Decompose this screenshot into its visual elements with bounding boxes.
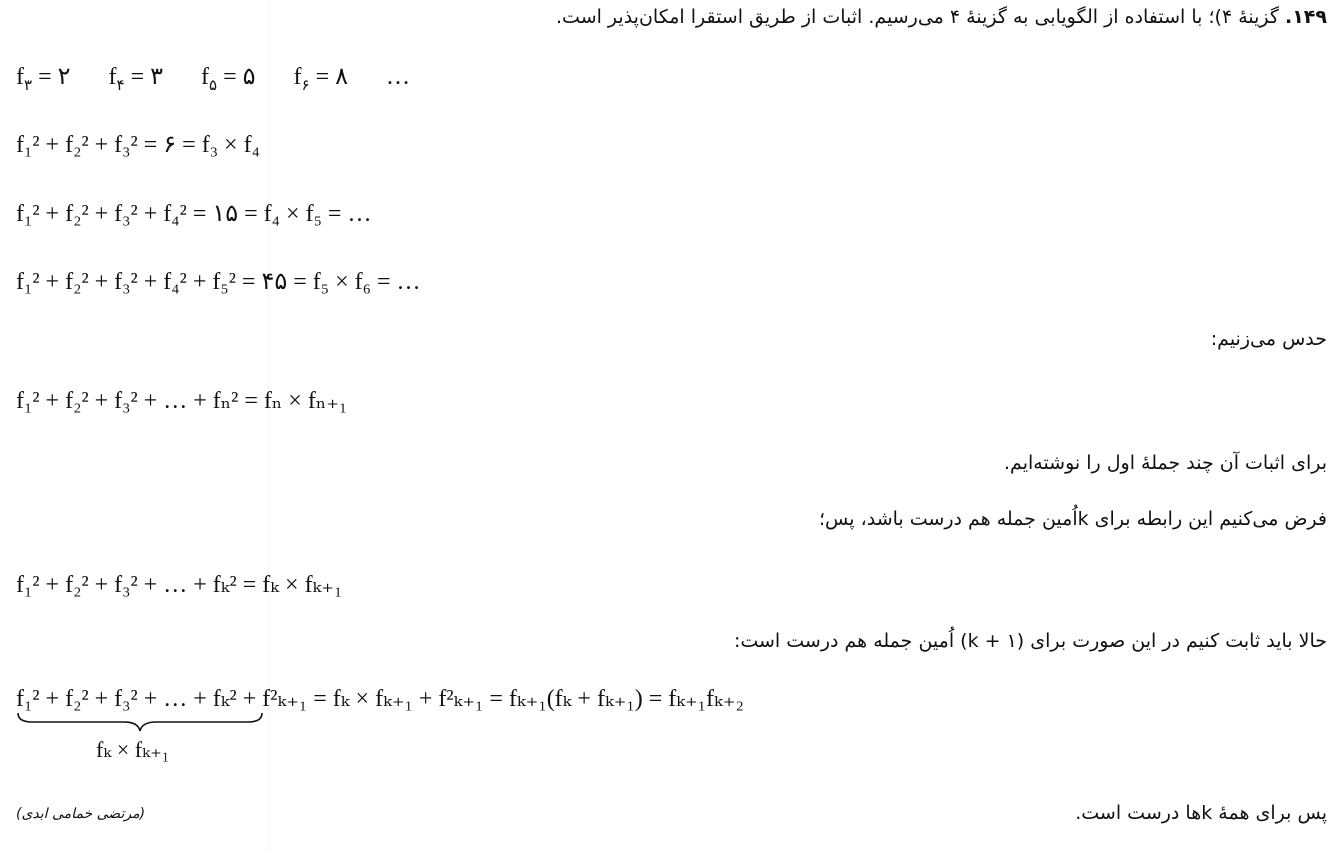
math-token: = ۵ xyxy=(217,64,256,90)
prove-step-text: حالا باید ثابت کنیم در این صورت برای (k + ۱) اُمین جمله هم درست است: xyxy=(733,630,1327,652)
conclusion-text: پس برای همهٔ kها درست است. xyxy=(1075,802,1327,824)
math-token: f xyxy=(201,64,209,90)
math-token: f xyxy=(293,64,302,90)
equation-sum-5: f₁² + f₂² + f₃² + f₄² + f₅² = ۴۵ = f₅ × f₆ = … xyxy=(16,269,421,295)
math-token: ۵ xyxy=(209,78,218,94)
math-token: f xyxy=(108,64,117,90)
induction-equation-left: f₁² + f₂² + f₃² + … + fₖ² xyxy=(16,686,237,712)
math-token: … xyxy=(386,64,410,90)
math-token: f xyxy=(16,64,24,90)
induction-equation-right: + f²ₖ₊₁ = fₖ × fₖ₊₁ + f²ₖ₊₁ = fₖ₊₁(fₖ + fₖ₊₁) = fₖ₊₁fₖ₊₂ xyxy=(236,686,744,712)
underbrace-group xyxy=(16,651,264,771)
math-token: ۳ xyxy=(24,78,33,94)
equation-sum-4: f₁² + f₂² + f₃² + f₄² = ۱۵ = f₄ × f₅ = … xyxy=(16,201,372,227)
underbrace-shape xyxy=(16,711,264,733)
problem-statement: گزینهٔ ۴)؛ با استفاده از الگویابی به گزینهٔ ۴ می‌رسیم. اثبات از طریق استقرا امکان‌پذیر است. xyxy=(556,6,1285,28)
proof-intro-text: برای اثبات آن چند جملهٔ اول را نوشته‌ایم. xyxy=(1004,452,1327,474)
author-credit: (مرتضی خمامی ابدی) xyxy=(16,806,146,822)
fibonacci-values-line xyxy=(16,62,410,95)
math-token: ۴ xyxy=(116,78,125,94)
assumption-text: فرض می‌کنیم این رابطه برای kاُمین جمله هم درست باشد، پس؛ xyxy=(819,508,1327,530)
guess-equation: f₁² + f₂² + f₃² + … + fₙ² = fₙ × fₙ₊₁ xyxy=(16,388,348,414)
math-token: = ۸ xyxy=(309,64,348,90)
math-token: = ۳ xyxy=(124,64,163,90)
equation-sum-3: f₁² + f₂² + f₃² = ۶ = f₃ × f₄ xyxy=(16,132,260,158)
assumption-equation: f₁² + f₂² + f₃² + … + fₖ² = fₖ × fₖ₊₁ xyxy=(16,572,343,598)
guess-text: حدس می‌زنیم: xyxy=(1210,328,1327,350)
problem-number: ۱۴۹. xyxy=(1284,6,1327,28)
problem-header xyxy=(556,6,1327,28)
math-token: = ۲ xyxy=(32,64,71,90)
underbrace-label: fₖ × fₖ₊₁ xyxy=(96,737,170,762)
math-token: ۶ xyxy=(301,78,310,94)
page-fold-shade xyxy=(268,0,269,851)
